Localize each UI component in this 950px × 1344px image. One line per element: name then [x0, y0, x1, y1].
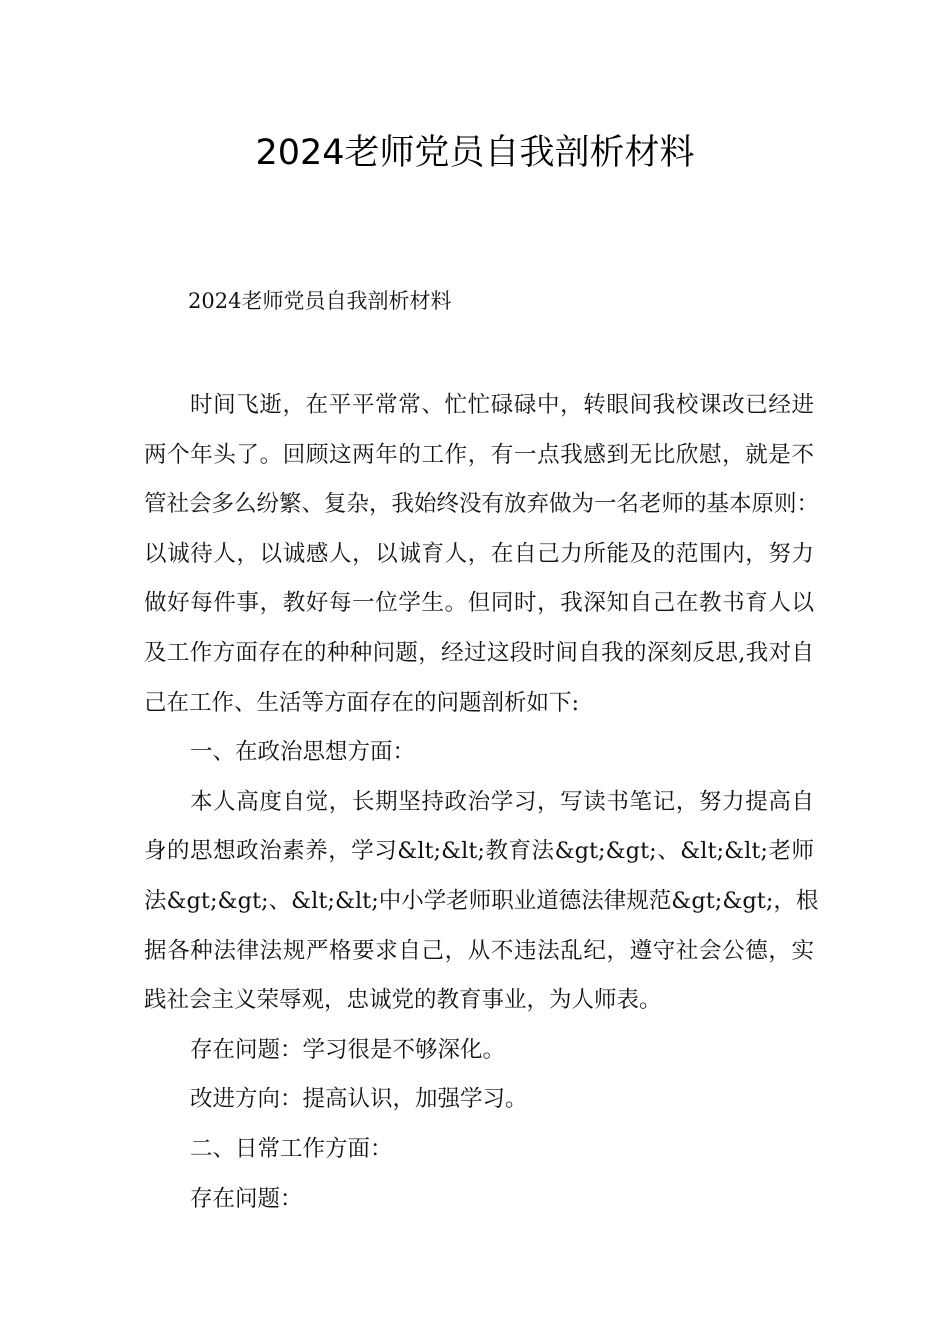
document-body — [144, 381, 820, 1224]
paragraph-line: 及工作方面存在的种种问题，经过这段时间自我的深刻反思,我对自 — [144, 639, 814, 666]
section-heading: 一、在政治思想方面： — [190, 739, 416, 766]
paragraph-line: 存在问题：学习很是不够深化。 — [190, 1036, 506, 1063]
paragraph-line: 两个年头了。回顾这两年的工作，有一点我感到无比欣慰，就是不 — [144, 441, 814, 468]
paragraph-line: 己在工作、生活等方面存在的问题剖析如下: — [144, 689, 580, 716]
document-subtitle: 2024老师党员自我剖析材料 — [188, 289, 452, 313]
paragraph-line: 改进方向：提高认识，加强学习。 — [190, 1086, 528, 1113]
paragraph-line: 法&gt;&gt;、&lt;&lt;中小学老师职业道德法律规范&gt;&gt;，根 — [144, 887, 819, 914]
paragraph-line: 本人高度自觉，长期坚持政治学习，写读书笔记，努力提高自 — [190, 788, 814, 815]
paragraph-line: 时间飞逝，在平平常常、忙忙碌碌中，转眼间我校课改已经进 — [190, 392, 814, 418]
paragraph-line: 存在问题： — [190, 1185, 303, 1212]
paragraph-line: 身的思想政治素养，学习&lt;&lt;教育法&gt;&gt;、&lt;&lt;老师 — [144, 838, 814, 865]
section-heading: 二、日常工作方面： — [190, 1135, 393, 1162]
document-title: 2024老师党员自我剖析材料 — [255, 133, 695, 173]
paragraph-line: 践社会主义荣辱观，忠诚党的教育事业，为人师表。 — [144, 987, 662, 1014]
paragraph-line: 据各种法律法规严格要求自己，从不违法乱纪，遵守社会公德，实 — [144, 937, 814, 964]
paragraph-line: 管社会多么纷繁、复杂，我始终没有放弃做为一名老师的基本原则： — [144, 491, 820, 518]
paragraph-line: 以诚待人，以诚感人，以诚育人，在自己力所能及的范围内，努力 — [144, 540, 814, 567]
paragraph-line: 做好每件事，教好每一位学生。但同时，我深知自己在教书育人以 — [144, 590, 814, 617]
